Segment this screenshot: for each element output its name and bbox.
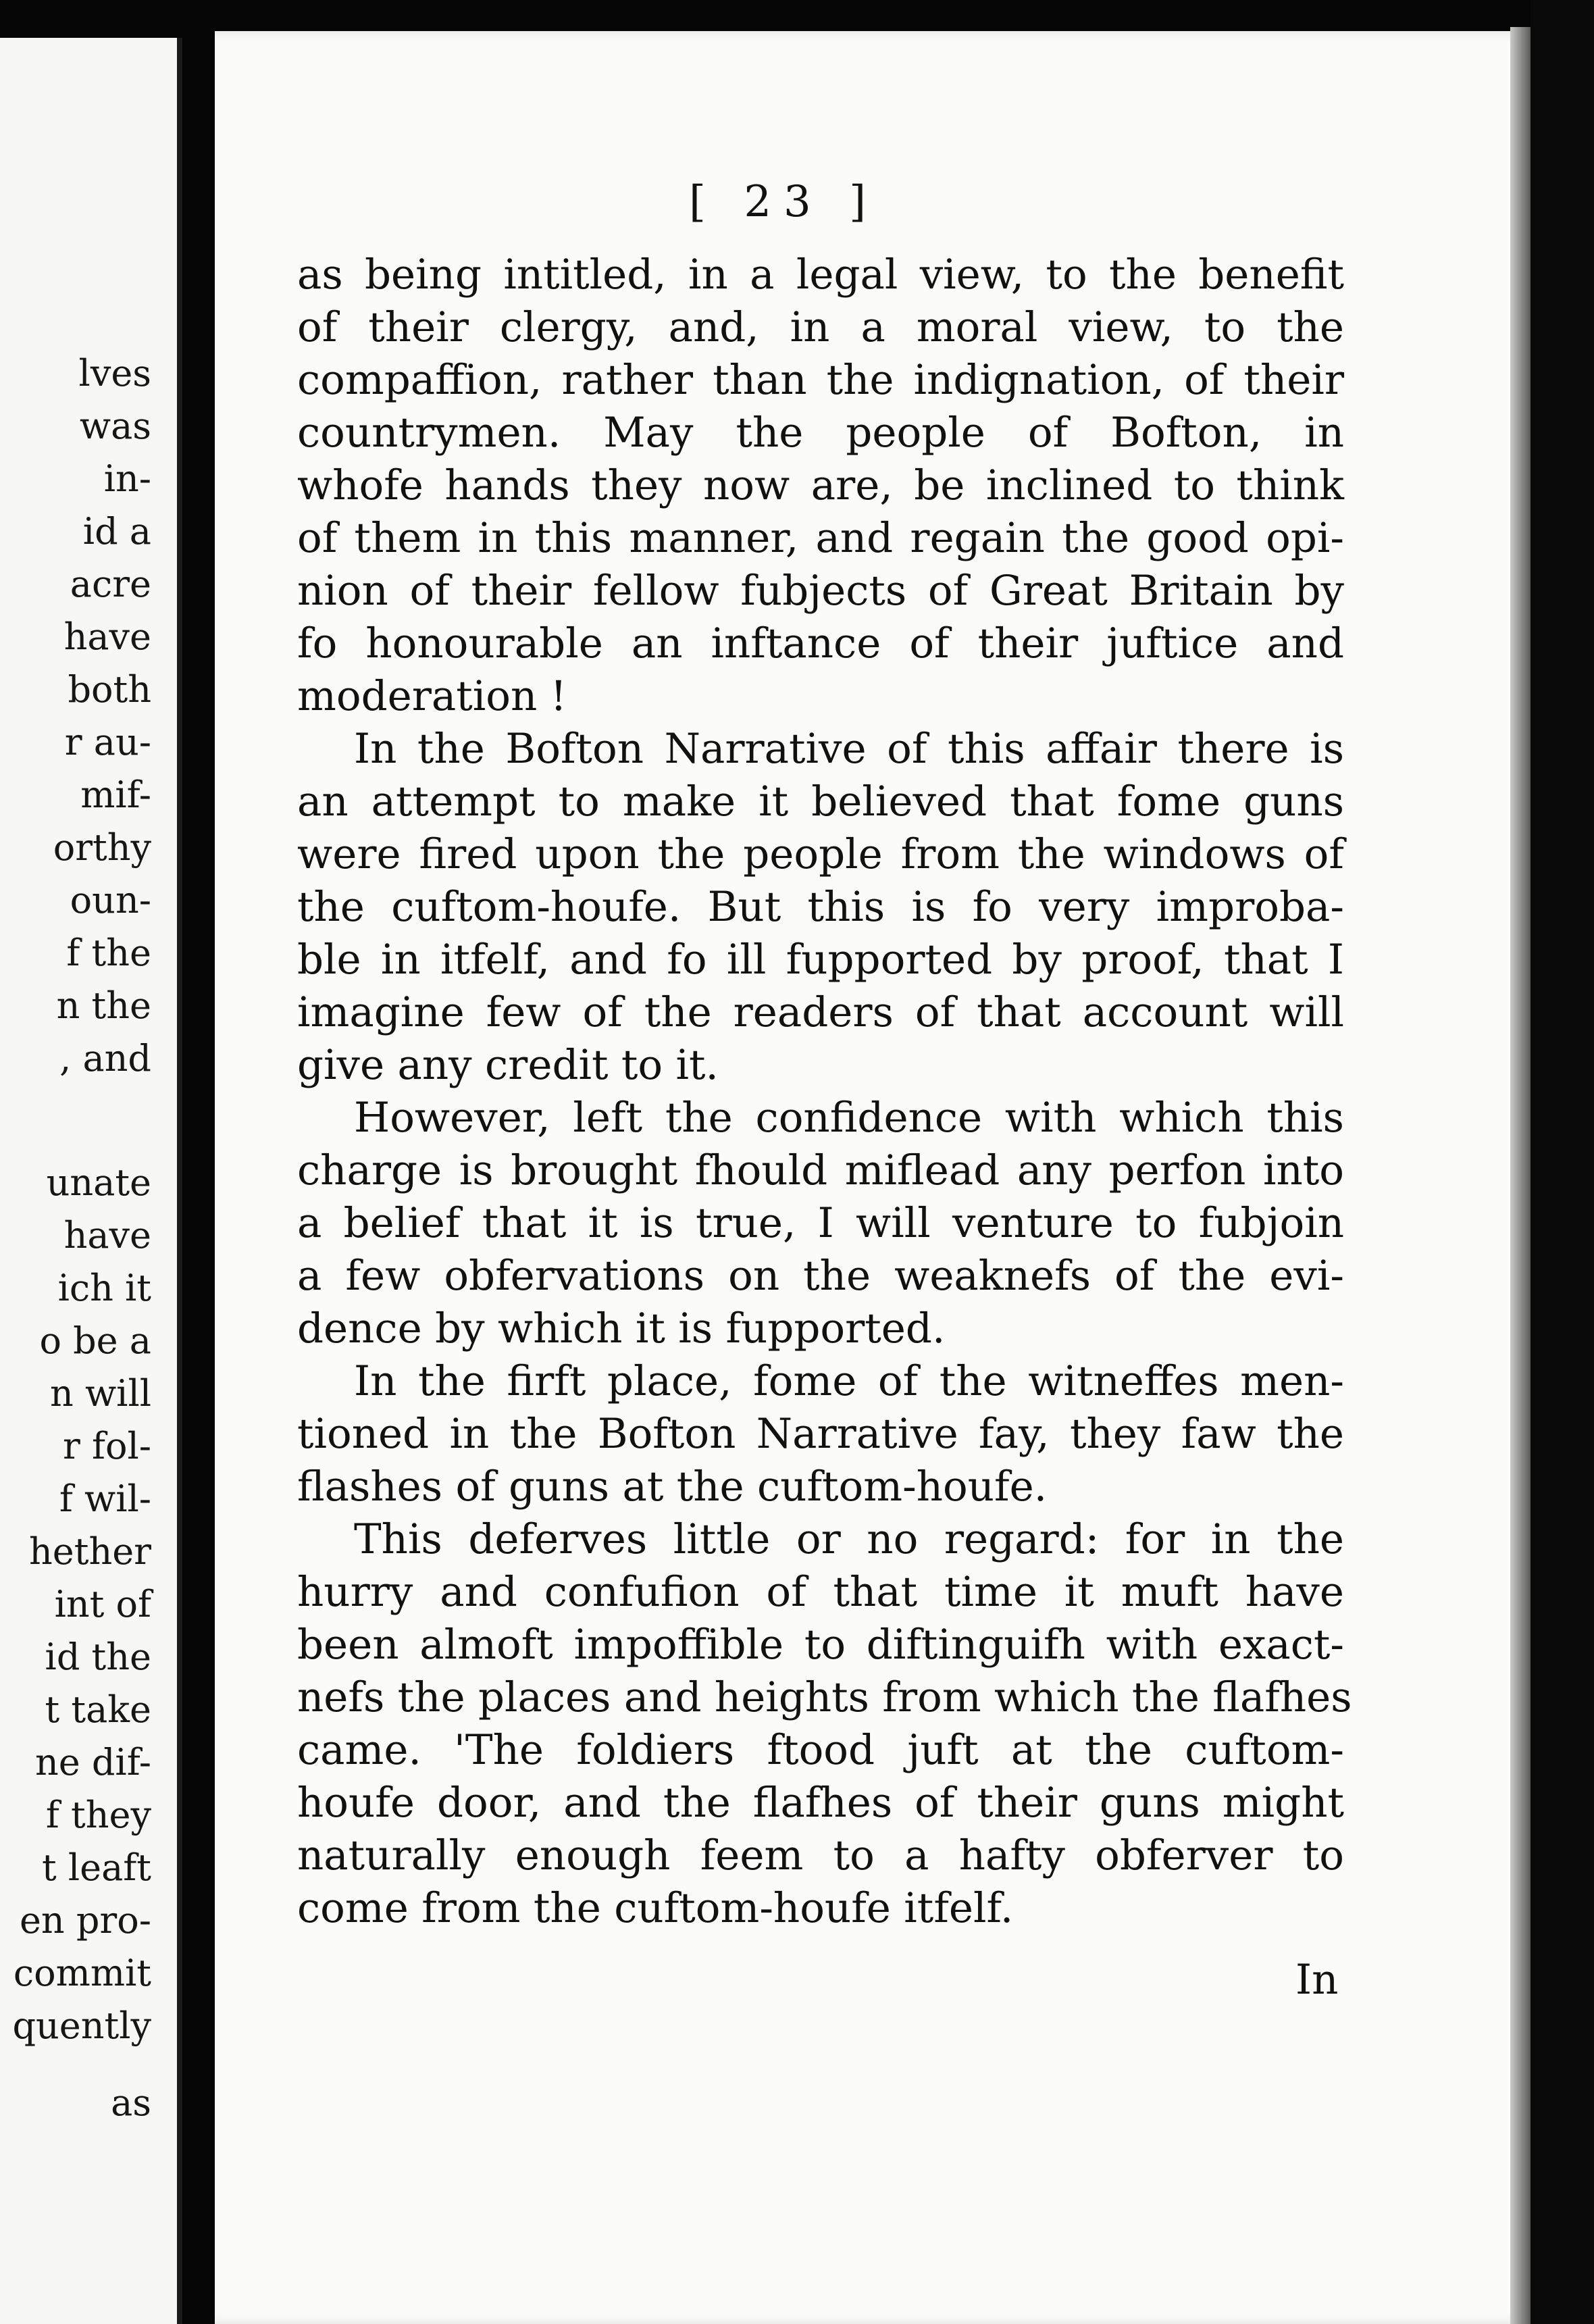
- left-page-line: lves: [78, 352, 151, 395]
- left-page-line: id a: [82, 510, 151, 553]
- left-page-line: , and: [59, 1037, 151, 1080]
- left-page-line: quently: [12, 2004, 151, 2047]
- text-line: whofe hands they now are, be inclined to think: [297, 461, 1344, 509]
- left-page-line: f they: [45, 1794, 151, 1836]
- left-page-line: f wil-: [59, 1477, 151, 1520]
- text-line: ble in itfelf, and fo ill fupported by proof, that I: [297, 936, 1344, 984]
- left-page-line: en pro-: [19, 1899, 151, 1942]
- text-line: tioned in the Bofton Narrative fay, they faw the: [297, 1410, 1344, 1458]
- left-page-line: have: [63, 615, 151, 658]
- text-line: flashes of guns at the cuftom-houfe.: [297, 1463, 1048, 1511]
- text-line: fo honourable an inftance of their juftice and: [297, 620, 1344, 667]
- text-line: give any credit to it.: [297, 1041, 719, 1089]
- text-line: This deferves little or no regard: for in the: [354, 1515, 1344, 1563]
- text-line: charge is brought fhould miflead any perfon into: [297, 1146, 1344, 1194]
- left-page-line: int of: [54, 1583, 151, 1625]
- text-line: naturally enough feem to a hafty obferver to: [297, 1832, 1344, 1879]
- left-page-line: was: [79, 405, 151, 447]
- text-line: nion of their fellow fubjects of Great Britain by: [297, 567, 1344, 615]
- text-line: come from the cuftom-houfe itfelf.: [297, 1884, 1014, 1932]
- left-page-line: ne dif-: [34, 1741, 151, 1784]
- left-page-line: mif-: [80, 774, 151, 816]
- left-page-line: t leaft: [42, 1846, 151, 1889]
- catchword: In: [1295, 1956, 1339, 2004]
- text-line: of them in this manner, and regain the good opi-: [297, 514, 1344, 562]
- text-line: the cuftom-houfe. But this is fo very improba-: [297, 883, 1344, 931]
- page-edge-shadow: [1510, 27, 1531, 2324]
- left-page-line: both: [68, 668, 151, 711]
- text-line: an attempt to make it believed that fome guns: [297, 778, 1344, 826]
- left-page-line: commit: [13, 1952, 151, 1994]
- text-line: of their clergy, and, in a moral view, to the: [297, 303, 1344, 351]
- text-line: hurry and confufion of that time it muft have: [297, 1568, 1344, 1616]
- page-number: [ 23 ]: [689, 177, 879, 227]
- left-page-line: f the: [66, 932, 151, 974]
- left-page-line: n will: [50, 1372, 151, 1415]
- text-line: In the Bofton Narrative of this affair there is: [354, 725, 1344, 773]
- text-line: houfe door, and the flafhes of their guns might: [297, 1779, 1344, 1827]
- left-page-line: n the: [56, 984, 151, 1027]
- text-line: countrymen. May the people of Bofton, in: [297, 409, 1344, 457]
- text-line: imagine few of the readers of that account will: [297, 988, 1344, 1036]
- text-line: nefs the places and heights from which the flafhes: [297, 1673, 1352, 1721]
- text-line: a belief that it is true, I will venture to fubjoin: [297, 1199, 1344, 1247]
- body-text: [297, 249, 1352, 1935]
- left-page-line: hether: [29, 1530, 151, 1573]
- left-page-line: ich it: [57, 1267, 151, 1309]
- left-page-line: acre: [70, 563, 151, 605]
- text-line: dence by which it is fupported.: [297, 1305, 946, 1353]
- text-line: were fired upon the people from the windows of: [297, 830, 1344, 878]
- text-line: compaffion, rather than the indignation, of their: [297, 356, 1344, 404]
- left-page-line: id the: [45, 1636, 151, 1678]
- text-line: However, left the confidence with which this: [354, 1094, 1344, 1142]
- left-page-line: r fol-: [63, 1425, 151, 1467]
- left-page-line: unate: [46, 1161, 151, 1204]
- text-line: moderation !: [297, 672, 567, 720]
- scan-right-border: [1531, 0, 1594, 2324]
- text-line: In the firft place, fome of the witneffes men-: [354, 1357, 1344, 1405]
- left-page-line: oun-: [70, 879, 151, 921]
- left-page-line: o be a: [39, 1319, 151, 1362]
- text-line: been almoft impoffible to diftinguifh with exact-: [297, 1621, 1344, 1669]
- left-page-line: orthy: [53, 826, 151, 869]
- text-line: came. 'The foldiers ftood juft at the cuftom-: [297, 1726, 1344, 1774]
- left-page-line: have: [63, 1214, 151, 1257]
- left-page-line: in-: [103, 457, 151, 500]
- text-line: a few obfervations on the weaknefs of the evi-: [297, 1252, 1344, 1300]
- left-page-line: t take: [45, 1688, 151, 1731]
- text-line: as being intitled, in a legal view, to the benefit: [297, 251, 1344, 299]
- left-page-line: r au-: [64, 721, 151, 763]
- left-page-line: as: [111, 2081, 151, 2124]
- left-page-fragment: [0, 38, 182, 2324]
